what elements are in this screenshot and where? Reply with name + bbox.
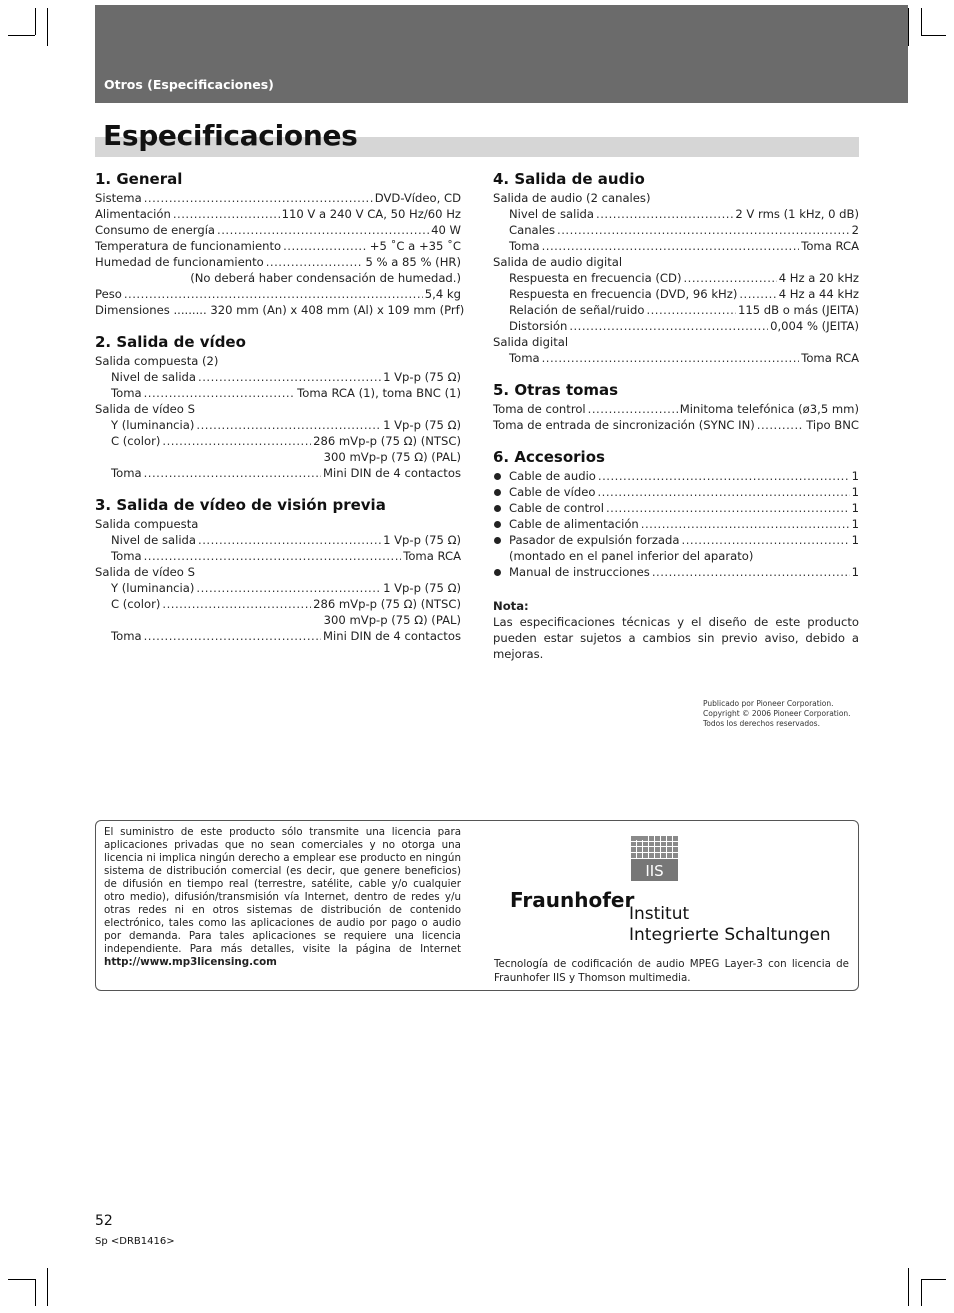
license-text [104, 826, 461, 969]
spec-row: Alimentación ..... 110 V a 240 V CA, 50 Hz/60 Hz [95, 206, 461, 222]
accessory-item: Cable de control ..... 1 [493, 500, 859, 516]
spec-continuation: 300 mVp-p (75 Ω) (PAL) [323, 450, 461, 464]
header-band [95, 5, 908, 103]
accessory-item: Cable de audio ..... 1 [493, 468, 859, 484]
spec-row: Toma de entrada de sincronización (SYNC IN) ..... Tipo BNC [493, 417, 859, 433]
fraunhofer-iis-logo-icon [631, 836, 678, 881]
spec-continuation: 300 mVp-p (75 Ω) (PAL) [323, 613, 461, 627]
section-heading-video: 2. Salida de vídeo [95, 333, 246, 351]
accessory-item: Pasador de expulsión forzada ..... 1 [493, 532, 859, 548]
accessory-item: Cable de alimentación ..... 1 [493, 516, 859, 532]
spec-row: Toma ..... Mini DIN de 4 contactos [95, 628, 461, 644]
crop-mark [908, 1268, 909, 1306]
crop-mark [47, 1268, 48, 1306]
note-text: Las especificaciones técnicas y el diseño de este producto pueden estar sujetos a cambios sin previo aviso, debido a mejoras. [493, 615, 859, 661]
crop-mark [921, 8, 922, 35]
spec-row: Respuesta en frecuencia (CD) ..... 4 Hz a 20 kHz [493, 270, 859, 286]
spec-row: Consumo de energía ..... 40 W [95, 222, 461, 238]
section-heading-preview: 3. Salida de vídeo de visión previa [95, 496, 386, 514]
spec-row: Toma ..... Toma RCA [493, 238, 859, 254]
subsection-label: Salida digital [493, 335, 569, 349]
subsection-label: Salida de vídeo S [95, 402, 195, 416]
publisher-block [703, 699, 851, 729]
svg-text:IIS: IIS [645, 862, 664, 880]
accessory-item: Cable de vídeo ..... 1 [493, 484, 859, 500]
crop-mark [921, 1279, 946, 1280]
crop-mark [35, 8, 36, 35]
spec-row: Respuesta en frecuencia (DVD, 96 kHz) ..... 4 Hz a 44 kHz [493, 286, 859, 302]
dimensions-row: Dimensiones ......... 320 mm (An) x 408 mm (Al) x 109 mm (Prf) [95, 303, 465, 317]
spec-row: Toma ..... Mini DIN de 4 contactos [95, 465, 461, 481]
subsection-label: Salida de audio digital [493, 255, 623, 269]
subsection-label: Salida compuesta [95, 517, 199, 531]
copyright-line: Copyright © 2006 Pioneer Corporation. [703, 709, 851, 718]
humidity-note: (No deberá haber condensación de humedad.) [190, 271, 461, 285]
spec-row: Canales ..... 2 [493, 222, 859, 238]
right-column [493, 170, 859, 662]
note-heading: Nota: [493, 599, 529, 613]
accessory-item: Manual de instrucciones ..... 1 [493, 564, 859, 580]
crop-mark [8, 1279, 35, 1280]
spec-row: Y (luminancia) ..... 1 Vp-p (75 Ω) [95, 580, 461, 596]
spec-row: Relación de señal/ruido ..... 115 dB o más (JEITA) [493, 302, 859, 318]
spec-row: Y (luminancia) ..... 1 Vp-p (75 Ω) [95, 417, 461, 433]
spec-row: Distorsión ..... 0,004 % (JEITA) [493, 318, 859, 334]
spec-row: Sistema ..... DVD-Vídeo, CD [95, 190, 461, 206]
subsection-label: Salida compuesta (2) [95, 354, 219, 368]
license-body: El suministro de este producto sólo transmite una licencia para aplicaciones privadas que no sean comerciales y no otorga una licencia ni implica ningún derecho a emplear ese producto en ningún sistema de distribución comercial (es decir, que genere beneficios) de difusión en tiempo real (terrestre, satélite, cable y/o cualquier otro medio), difusión/transmisión vía Internet, dentro de redes y/u otras redes ni en otros sistemas de distribución de contenido electrónico, tales como las aplicaciones de audio por pago o audio por demanda. Para tales aplicaciones se requiere una licencia independiente. Para más detalles, visite la página de Internet [104, 826, 461, 955]
crop-mark [908, 8, 909, 46]
license-url[interactable]: http://www.mp3licensing.com [104, 956, 277, 968]
section-label: Otros (Especificaciones) [104, 77, 274, 92]
spec-row: Nivel de salida ..... 1 Vp-p (75 Ω) [95, 532, 461, 548]
crop-mark [921, 1279, 922, 1306]
fraunhofer-wordmark: Fraunhofer [510, 888, 635, 912]
publisher-line: Publicado por Pioneer Corporation. [703, 699, 834, 708]
spec-row: Temperatura de funcionamiento ..... +5 ˚C a +35 ˚C [95, 238, 461, 254]
section-heading-general: 1. General [95, 170, 183, 188]
left-column [95, 170, 465, 644]
page-title: Especificaciones [103, 119, 358, 152]
spec-row: C (color) ..... 286 mVp-p (75 Ω) (NTSC) [95, 596, 461, 612]
document-code: Sp <DRB1416> [95, 1236, 175, 1247]
rights-line: Todos los derechos reservados. [703, 719, 820, 728]
crop-mark [47, 8, 48, 46]
spec-row: Toma ..... Toma RCA [493, 350, 859, 366]
license-box [95, 820, 859, 991]
spec-row: Toma ..... Toma RCA [95, 548, 461, 564]
spec-row: Toma de control ..... Minitoma telefónica (ø3,5 mm) [493, 401, 859, 417]
spec-row: C (color) ..... 286 mVp-p (75 Ω) (NTSC) [95, 433, 461, 449]
spec-row: Humedad de funcionamiento ..... 5 % a 85 % (HR) [95, 254, 461, 270]
mp3-caption: Tecnología de codificación de audio MPEG Layer-3 con licencia de Fraunhofer IIS y Thomson multimedia. [494, 958, 849, 984]
page-number: 52 [95, 1213, 113, 1229]
fraunhofer-institut-line: Integrierte Schaltungen [629, 925, 831, 945]
section-heading-accesorios: 6. Accesorios [493, 448, 605, 466]
subsection-label: Salida de audio (2 canales) [493, 191, 651, 205]
spec-row: Peso ..... 5,4 kg [95, 286, 461, 302]
fraunhofer-institut-line: Institut [629, 904, 690, 924]
subsection-label: Salida de vídeo S [95, 565, 195, 579]
accessory-note: (montado en el panel inferior del aparato) [509, 549, 754, 563]
section-heading-audio: 4. Salida de audio [493, 170, 645, 188]
spec-row: Nivel de salida ..... 1 Vp-p (75 Ω) [95, 369, 461, 385]
crop-mark [8, 35, 35, 36]
section-heading-otras: 5. Otras tomas [493, 381, 619, 399]
spec-row: Nivel de salida ..... 2 V rms (1 kHz, 0 dB) [493, 206, 859, 222]
crop-mark [35, 1279, 36, 1306]
crop-mark [921, 35, 946, 36]
spec-row: Toma ..... Toma RCA (1), toma BNC (1) [95, 385, 461, 401]
